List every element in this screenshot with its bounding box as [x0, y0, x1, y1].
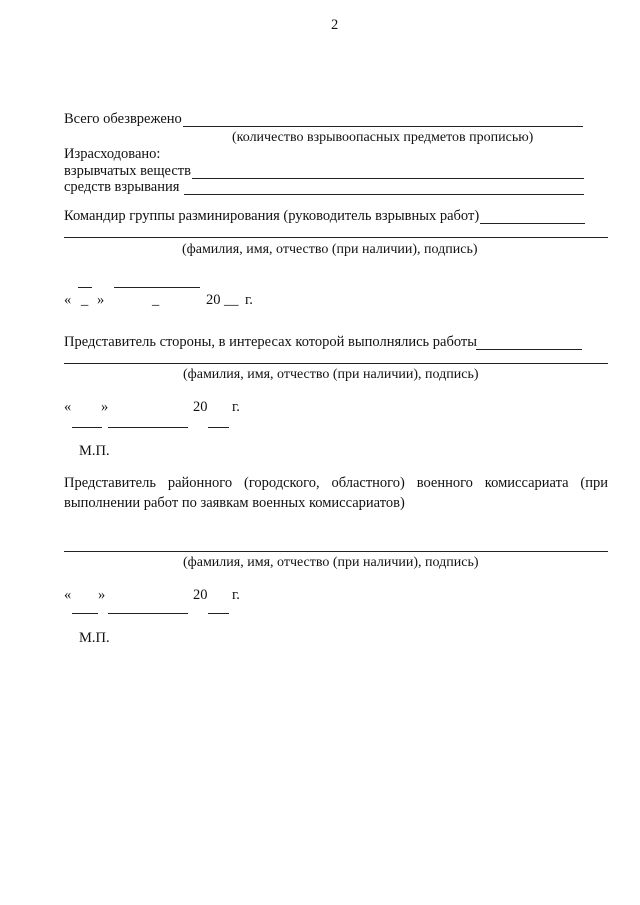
military-month-line: [108, 613, 188, 614]
representative-date-year: 20: [193, 399, 208, 415]
commander-date-day: _: [81, 292, 89, 308]
explosives-line: [192, 178, 584, 179]
military-stamp: М.П.: [79, 630, 110, 646]
total-defused-label: Всего обезврежено: [64, 111, 182, 127]
commander-date-month: _: [152, 292, 160, 308]
total-defused-line: [183, 126, 583, 127]
commander-date-year-suffix: __: [224, 292, 239, 308]
detonators-label: средств взрывания: [64, 179, 180, 195]
representative-line-short: [476, 349, 582, 350]
explosives-label: взрывчатых веществ: [64, 163, 191, 179]
consumed-heading: Израсходовано:: [64, 146, 161, 162]
military-year-line: [208, 613, 229, 614]
page-number: 2: [331, 17, 339, 33]
commander-date-g: г.: [245, 292, 253, 308]
commander-line-short: [480, 223, 585, 224]
representative-year-line: [208, 427, 229, 428]
representative-month-line: [108, 427, 188, 428]
military-date-open-quote: «: [64, 587, 72, 603]
representative-stamp: М.П.: [79, 443, 110, 459]
military-signature-line: [64, 551, 608, 552]
representative-label: Представитель стороны, в интересах которой выполнялись работы: [64, 334, 477, 350]
military-date-g: г.: [232, 587, 240, 603]
commander-day-line: [78, 287, 92, 288]
military-date-close-quote: »: [98, 587, 106, 603]
commander-date-open-quote: «: [64, 292, 72, 308]
total-defused-caption: (количество взрывоопасных предметов прописью): [232, 130, 534, 145]
detonators-line: [184, 194, 584, 195]
representative-signature-line: [64, 363, 608, 364]
representative-date-g: г.: [232, 399, 240, 415]
representative-caption: (фамилия, имя, отчество (при наличии), подпись): [183, 367, 479, 382]
military-caption: (фамилия, имя, отчество (при наличии), подпись): [183, 555, 479, 570]
commander-label: Командир группы разминирования (руководитель взрывных работ): [64, 208, 480, 224]
military-date-year: 20: [193, 587, 208, 603]
representative-date-close-quote: »: [101, 399, 109, 415]
commander-signature-line: [64, 237, 608, 238]
commander-date-year: 20: [206, 292, 221, 308]
representative-day-line: [72, 427, 102, 428]
commander-caption: (фамилия, имя, отчество (при наличии), подпись): [182, 242, 478, 257]
military-label: Представитель районного (городского, областного) военного комиссариата (при выполнении работ по заявкам военных комиссариатов): [64, 475, 608, 511]
representative-date-open-quote: «: [64, 399, 72, 415]
commander-date-close-quote: »: [97, 292, 105, 308]
military-day-line: [72, 613, 98, 614]
commander-month-line: [114, 287, 200, 288]
